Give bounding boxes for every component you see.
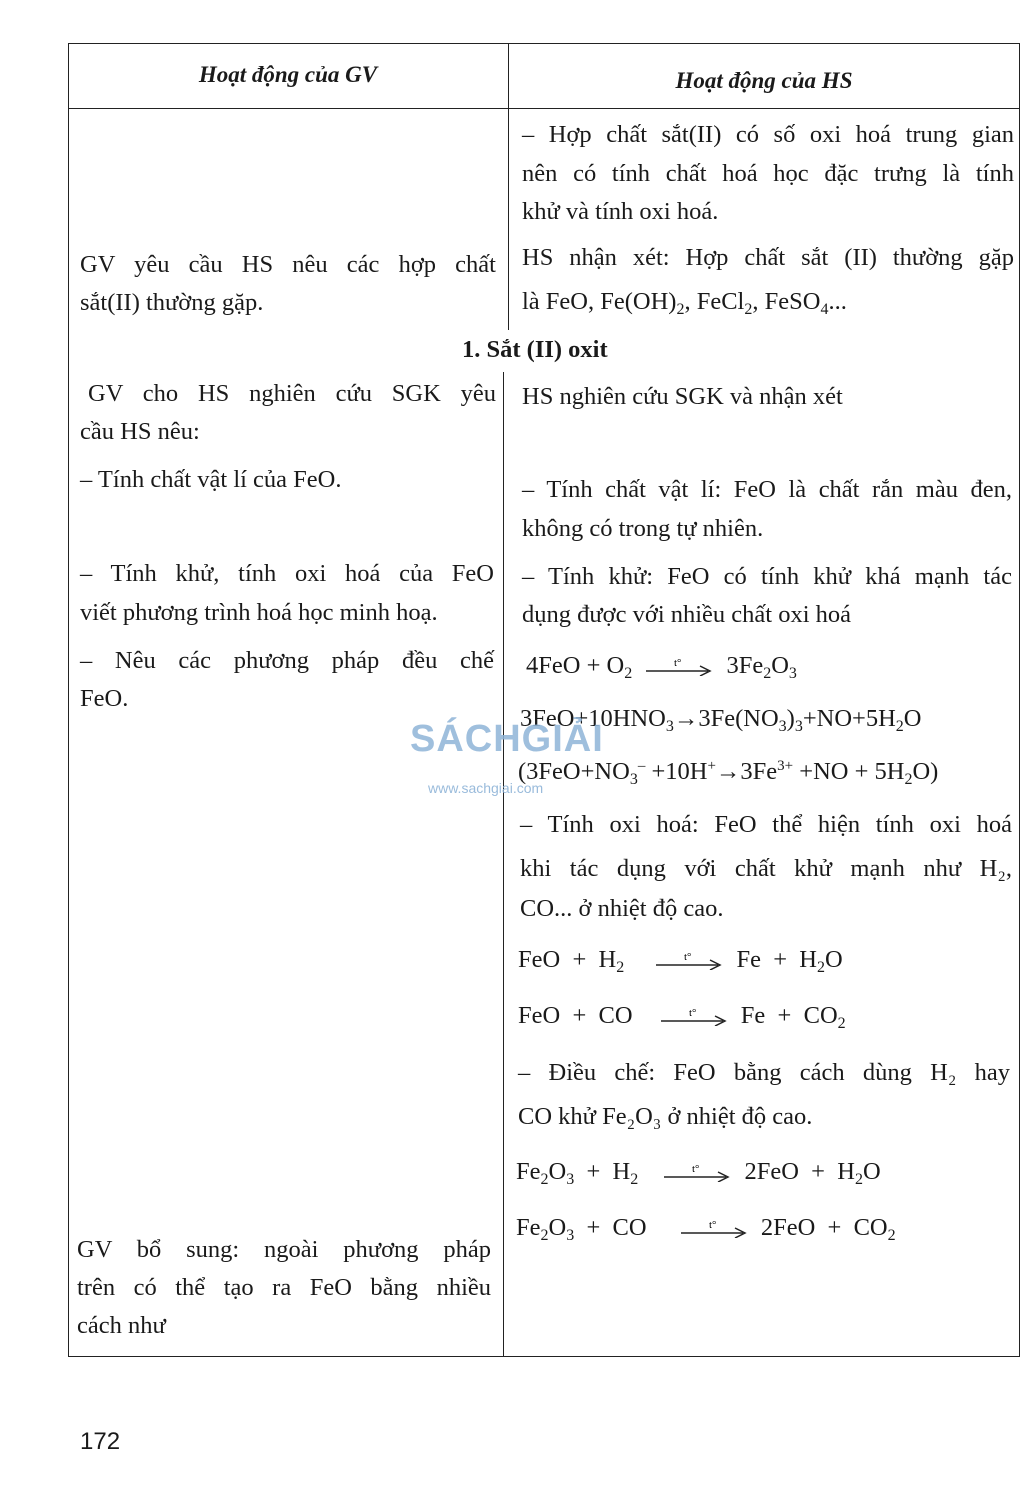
hs-oxidize-line-2: khi tác dụng với chất khử mạnh như H₂, — [520, 855, 1012, 882]
equation-1 — [526, 652, 797, 683]
column-divider-bottom — [503, 372, 504, 1357]
equation-4 — [518, 946, 843, 977]
heat-label: t° — [692, 1164, 700, 1176]
watermark-title: SÁCHGIẢI — [410, 718, 604, 760]
heat-arrow — [644, 658, 714, 676]
heat-label: t° — [684, 952, 692, 964]
hs-physical-line-1: – Tính chất vật lí: FeO là chất rắn màu đen, — [522, 476, 1012, 503]
gv-ask-line-2: sắt(II) thường gặp. — [80, 289, 264, 316]
gv-redox-line-2: viết phương trình hoá học minh hoạ. — [80, 599, 438, 626]
heat-label: t° — [688, 1008, 697, 1020]
page-number: 172 — [80, 1428, 121, 1455]
hs-intro-line-2: nên có tính chất hoá học đặc trưng là tính — [522, 160, 1014, 187]
header-divider — [68, 108, 1020, 109]
hs-oxidize-line-3: CO... ở nhiệt độ cao. — [520, 895, 724, 922]
hs-physical-line-2: không có trong tự nhiên. — [522, 515, 764, 542]
gv-extra-line-2: trên có thể tạo ra FeO bằng nhiều — [77, 1274, 491, 1301]
heat-arrow — [659, 1008, 729, 1026]
hs-prep-line-1: – Điều chế: FeO bằng cách dùng H₂ hay — [518, 1059, 1010, 1086]
gv-redox-line-1: – Tính khử, tính oxi hoá của FeO — [80, 560, 494, 587]
hs-comment-line-1: HS nhận xét: Hợp chất sắt (II) thường gặp — [522, 244, 1014, 271]
equation-4-reactants: FeO + $H_2$ — [518, 946, 625, 976]
equation-7-reactants: $Fe_2O_3$ + CO — [516, 1214, 647, 1244]
equation-1-products: $3Fe_2O_3$ — [726, 652, 797, 682]
equation-6-reactants: $Fe_2O_3 + H_2$ — [516, 1158, 639, 1188]
gv-ask-line-1: GV yêu cầu HS nêu các hợp chất — [80, 251, 496, 278]
heat-arrow — [654, 952, 724, 970]
watermark-url: www.sachgiai.com — [428, 780, 544, 796]
gv-physical: – Tính chất vật lí của FeO. — [80, 466, 342, 493]
hs-oxidize-line-1: – Tính oxi hoá: FeO thể hiện tính oxi hoá — [520, 811, 1012, 838]
equation-4-products: $Fe + H_2O$ — [736, 946, 843, 976]
equation-5-products: $Fe + CO_2$ — [740, 1002, 846, 1032]
column-divider-top — [508, 43, 509, 330]
watermark-logo — [410, 718, 620, 808]
gv-methods-line-1: – Nêu các phương pháp đều chế — [80, 647, 494, 674]
section-title: 1. Sắt (II) oxit — [462, 336, 608, 363]
equation-5 — [518, 1002, 846, 1033]
equation-7 — [516, 1214, 896, 1245]
heat-arrow — [679, 1220, 749, 1238]
heat-label: t° — [674, 658, 682, 670]
gv-study-line-2: cầu HS nêu: — [80, 418, 200, 445]
hs-reduce-line-2: dụng được với nhiều chất oxi hoá — [522, 601, 852, 628]
hs-intro-line-3: khử và tính oxi hoá. — [522, 198, 719, 225]
hs-intro-line-1: – Hợp chất sắt(II) có số oxi hoá trung gian — [522, 121, 1014, 148]
equation-2: $3FeO+10HNO_3\to 3Fe(NO_3)_3+NO+5H_2O$ — [520, 705, 922, 735]
hs-prep-line-2: CO khử Fe₂O₃ ở nhiệt độ cao. — [518, 1103, 813, 1130]
header-gv: Hoạt động của GV — [198, 62, 378, 87]
header-hs: Hoạt động của HS — [675, 68, 853, 93]
hs-comment-line-2: là FeO, $Fe(OH)_2$, FeCl$_2$, FeSO$_4$... — [522, 288, 847, 318]
gv-study-line-1: GV cho HS nghiên cứu SGK yêu — [88, 380, 496, 407]
equation-6 — [516, 1158, 881, 1189]
heat-arrow — [662, 1164, 732, 1182]
equation-7-products: $2FeO + CO_2$ — [760, 1214, 896, 1244]
gv-extra-line-1: GV bổ sung: ngoài phương pháp — [77, 1236, 491, 1263]
hs-study: HS nghiên cứu SGK và nhận xét — [522, 383, 843, 410]
hs-reduce-line-1: – Tính khử: FeO có tính khử khá mạnh tác — [522, 563, 1012, 590]
gv-extra-line-3: cách như — [77, 1312, 166, 1339]
equation-3: $(3FeO+NO_3^- +10H^+\to 3Fe^{3+} +NO + 5H_2O)$ — [518, 758, 939, 788]
heat-label: t° — [708, 1220, 717, 1232]
gv-methods-line-2: FeO. — [80, 685, 129, 712]
equation-6-products: $2FeO + H_2O$ — [744, 1158, 881, 1188]
equation-1-reactants: $4FeO + O_2$ — [526, 652, 633, 682]
equation-5-reactants: FeO + CO — [518, 1002, 633, 1029]
